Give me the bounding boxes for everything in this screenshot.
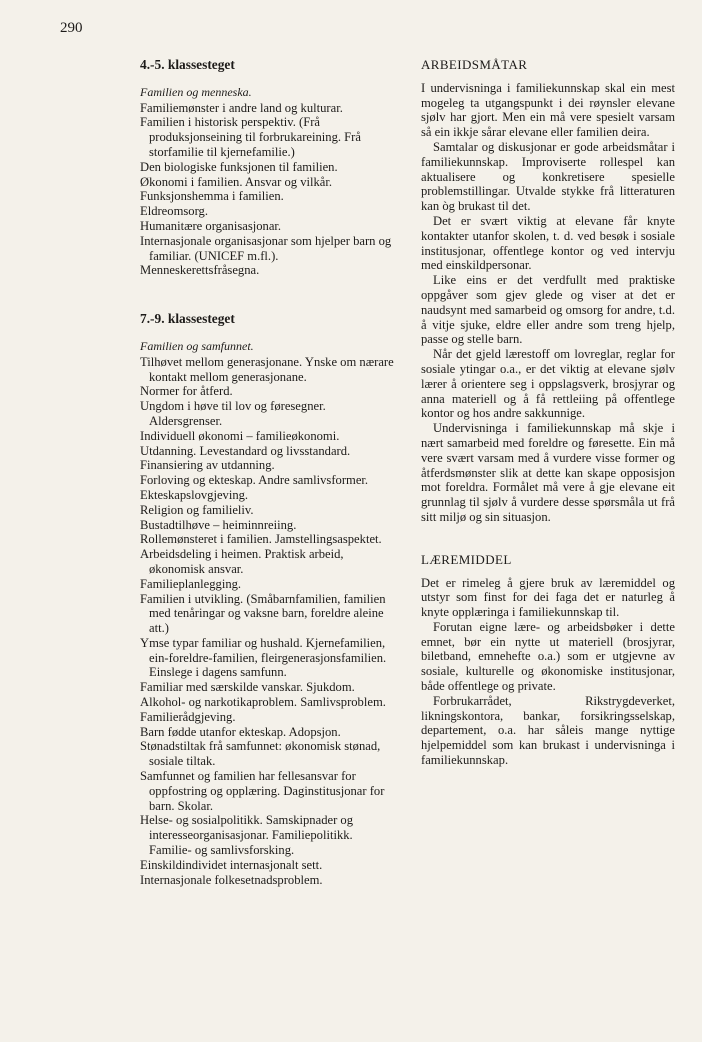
topic-line: Menneskerettsfråsegna. <box>140 263 260 278</box>
topic-line: Forloving og ekteskap. Andre samlivsformer. <box>140 473 369 488</box>
topic-list <box>140 355 396 888</box>
topic-line: Familien i historisk perspektiv. (Frå produksjonseining til forbrukareining. Frå storfamilie til kjernefamilie.) <box>140 115 361 159</box>
section-heading: 7.-9. klassesteget <box>140 311 235 327</box>
paragraph: Forbrukarrådet, Rikstrygdeverket, likningskontora, bankar, forsikringsselskap, departement, o.a. har såleis mange nyttige hjelpemiddel som kan brukast i undervisninga i familiekunnskap. <box>421 693 675 768</box>
topic-line: Familiar med særskilde vanskar. Sjukdom. <box>140 680 355 695</box>
topic-list <box>140 101 396 279</box>
topic-line: Einskildindividet internasjonalt sett. <box>140 857 323 872</box>
page-number: 290 <box>60 20 83 36</box>
topic-line: Barn fødde utanfor ekteskap. Adopsjon. <box>140 724 341 739</box>
topic-line: Stønadstiltak frå samfunnet: økonomisk stønad, sosiale tiltak. <box>140 739 381 769</box>
topic-line: Internasjonale folkesetnadsproblem. <box>140 872 323 887</box>
topic-line: Helse- og sosialpolitikk. Samskipnader og interesseorganisasjonar. Familiepolitikk. Familie- og samlivsforsking. <box>140 813 354 858</box>
topic-line: Funksjonshemma i familien. <box>140 189 284 204</box>
left-column <box>140 58 396 887</box>
section-subheading: Familien og samfunnet. <box>140 338 254 353</box>
topic-line: Arbeidsdeling i heimen. Praktisk arbeid, økonomisk ansvar. <box>140 547 344 576</box>
topic-line: Humanitære organisasjonar. <box>140 218 282 233</box>
topic-line: Individuell økonomi – familieøkonomi. <box>140 428 340 443</box>
paragraph: Det er svært viktig at elevane får knyte kontakter utanfor skolen, t. d. ved besøk i sosiale institusjonar, offentlege kontor og ved intervju med einskildpersonar. <box>421 213 675 273</box>
topic-line: Alkohol- og narkotikaproblem. Samlivsproblem. <box>140 695 386 710</box>
topic-line: Familien i utvikling. (Småbarnfamilien, familien med tenåringar og vaksne barn, foreldre aleine att.) <box>140 591 386 636</box>
topic-line: Tilhøvet mellom generasjonane. Ynske om nærare kontakt mellom generasjonane. <box>140 354 394 384</box>
section-4-5 <box>140 58 396 278</box>
section-subheading: Familien og menneska. <box>140 84 252 99</box>
topic-line: Økonomi i familien. Ansvar og vilkår. <box>140 174 333 189</box>
paragraph: Samtalar og diskusjonar er gode arbeidsmåtar i familiekunnskap. Improviserte rollespel kan aktualisere og konkretisere spesielle problemstillingar. Utvalde stykke frå litteraturen kan òg brukast til det. <box>421 139 675 214</box>
topic-line: Samfunnet og familien har fellesansvar for oppfostring og opplæring. Daginstitusjonar for barn. Skolar. <box>140 769 385 813</box>
section-laeremiddel <box>421 553 675 768</box>
paragraph: I undervisninga i familiekunnskap skal ein mest mogeleg ta utgangspunkt i dei røynsler elevane sjølv har gjort. Men ein må vere spesielt varsam så ein ikkje sårar elevane eller familien deira. <box>421 80 675 140</box>
section-heading: ARBEIDSMÅTAR <box>421 57 528 72</box>
topic-line: Den biologiske funksjonen til familien. <box>140 159 338 174</box>
topic-line: Internasjonale organisasjonar som hjelper barn og familiar. (UNICEF m.fl.). <box>140 233 392 263</box>
topic-line: Familieplanlegging. <box>140 576 242 591</box>
section-heading: 4.-5. klassesteget <box>140 57 235 72</box>
right-column <box>421 58 675 768</box>
topic-line: Familierådgjeving. <box>140 709 236 724</box>
section-arbeidsmatar <box>421 58 675 525</box>
paragraph: Det er rimeleg å gjere bruk av læremiddel og utstyr som finst for dei faga det er naturleg å knyte opplæringa i familiekunnskap til. <box>421 575 675 620</box>
topic-line: Religion og familieliv. <box>140 502 254 517</box>
topic-line: Ymse typar familiar og hushald. Kjernefamilien, ein-foreldre-familien, fleirgenerasjonsfamilien. Einslege i dagens samfunn. <box>140 635 387 680</box>
topic-line: Rollemønsteret i familien. Jamstellingsaspektet. <box>140 532 382 547</box>
topic-line: Bustadtilhøve – heiminnreiing. <box>140 517 297 532</box>
topic-line: Ekteskapslovgjeving. <box>140 487 249 502</box>
section-7-9 <box>140 312 396 887</box>
section-heading: LÆREMIDDEL <box>421 551 512 567</box>
topic-line: Ungdom i høve til lov og føresegner. Aldersgrenser. <box>140 399 326 428</box>
paragraph: Like eins er det verdfullt med praktiske oppgåver som gjev glede og viser at det er naudsynt med samarbeid og omsorg for andre, t.d. å vitje sjuke, eldre eller andre som treng hjelp, passe og stelle barn. <box>421 273 675 347</box>
topic-line: Finansiering av utdanning. <box>140 458 275 473</box>
paragraph: Når det gjeld lærestoff om lovreglar, reglar for sosiale ytingar o.a., er det viktig at elevane sjølv lærer å orientere seg i oppslagsverk, brosjyrar og anna materiell og å få rettleiing på offentlege kontor og hos andre sakkunnige. <box>421 347 675 421</box>
topic-line: Familiemønster i andre land og kulturar. <box>140 100 343 115</box>
paragraph: Undervisninga i familiekunnskap må skje i nært samarbeid med foreldre og føresette. Ein må vere svært varsam med å vurdere visse former og åtferdsmønster slik at dette kan skape opposisjon mot foreldra. Formålet må vere å gje elevane eit grunnlag til sjølv å vurdere desse spørsmåla ut frå sitt miljø og sin situasjon. <box>421 421 675 524</box>
topic-line: Utdanning. Levestandard og livsstandard. <box>140 443 351 458</box>
paragraph: Forutan eigne lære- og arbeidsbøker i dette emnet, bør ein nytte ut materiell (brosjyrar, biletband, emnehefte o.a.) som er utgjevne av sosiale, kulturelle og økonomiske institusjonar, både offentlege og private. <box>421 619 675 694</box>
topic-line: Eldreomsorg. <box>140 204 208 219</box>
topic-line: Normer for åtferd. <box>140 384 233 399</box>
